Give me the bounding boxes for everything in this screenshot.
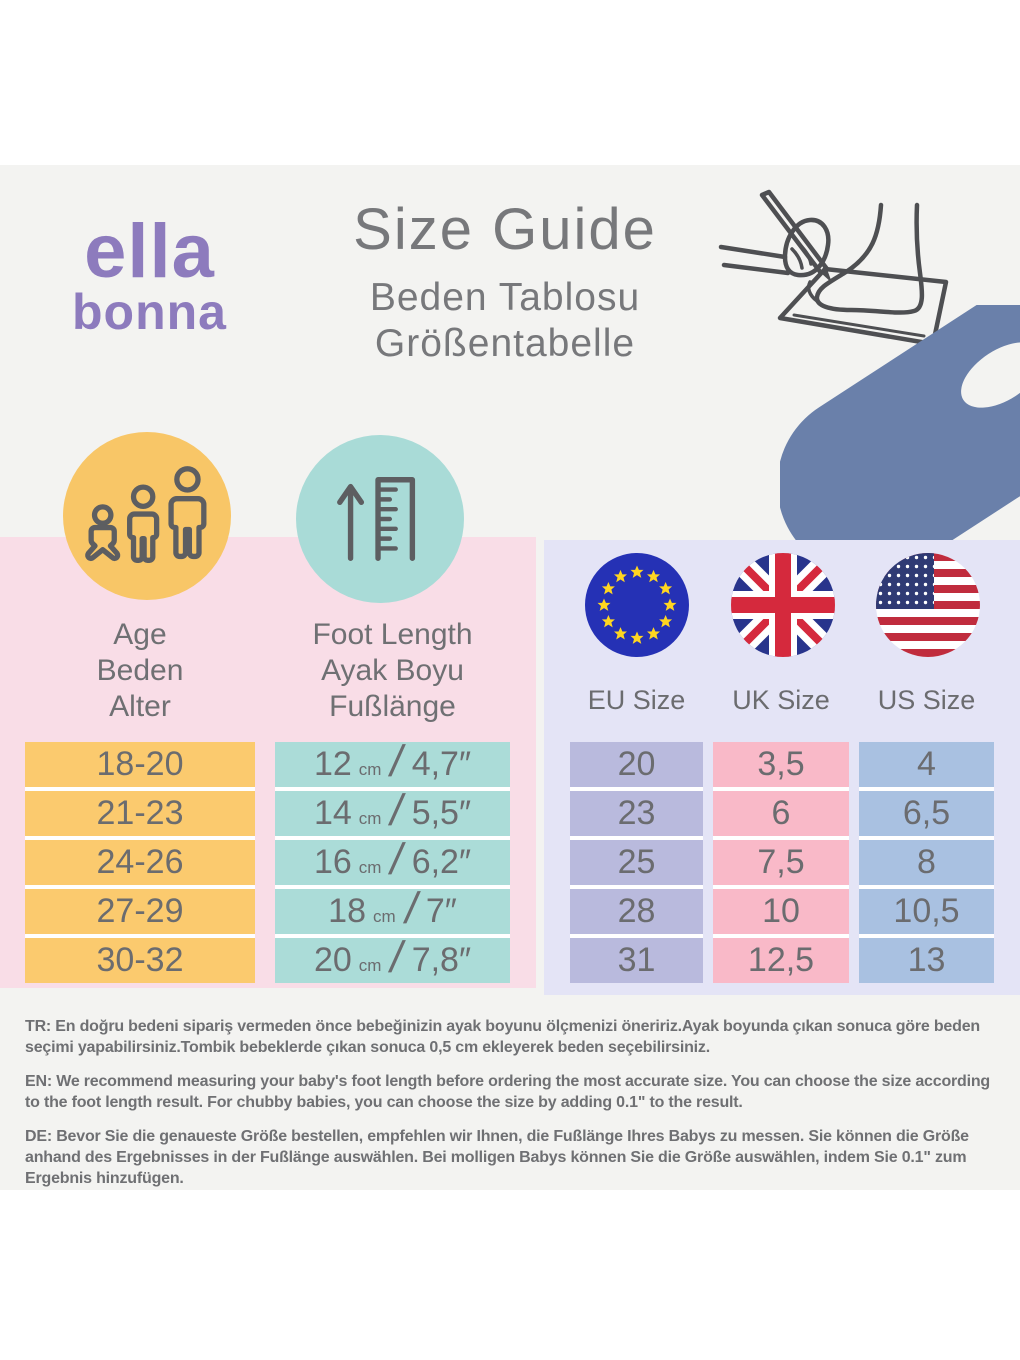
foot-inch-value: 4,7″ (411, 745, 472, 783)
title-de: Größentabelle (374, 322, 636, 366)
note-en: EN: We recommend measuring your baby's foot length before ordering the most accurate size. You can choose the size according to the foot length result. For chubby babies, you can choose the size by adding 0.1" to the result. (25, 1073, 991, 1111)
us-cell: 8 (859, 840, 994, 885)
age-header-de: Alter (109, 690, 171, 723)
measurement-notes (25, 1016, 995, 1190)
ruler-icon (321, 467, 439, 571)
eu-size-column (570, 742, 703, 983)
uk-cell: 10 (713, 889, 849, 934)
foot-header-en: Foot Length (312, 618, 473, 651)
age-cell: 18-20 (25, 742, 255, 787)
eu-size-label: EU Size (587, 685, 686, 715)
uk-cell: 6 (713, 791, 849, 836)
eu-cell: 25 (570, 840, 703, 885)
slash-separator: / (386, 932, 408, 982)
age-cell: 27-29 (25, 889, 255, 934)
foot-cm-value: 16 (313, 843, 352, 881)
content-area (0, 165, 1020, 1190)
note-de: DE: Bevor Sie die genaueste Größe bestellen, empfehlen wir Ihnen, die Fußlänge Ihres Babys zu messen. Sie können die Größe anhand des Ergebnisses in der Fußlänge auswählen. Bei molligen Babys können Sie die Größe auswählen, indem Sie 0.1" zum Ergebnis hinzufügen. (25, 1128, 969, 1187)
uk-size-label: UK Size (732, 685, 830, 715)
us-size-label: US Size (877, 685, 976, 715)
foot-cell (275, 883, 510, 934)
brand-line-bonna: bonna (72, 283, 227, 340)
eu-cell: 20 (570, 742, 703, 787)
cm-unit: cm (358, 955, 382, 975)
age-cell: 24-26 (25, 840, 255, 885)
brand-line-ella: ella (84, 209, 215, 294)
foot-cell (275, 785, 510, 836)
age-column (25, 742, 255, 983)
eu-cell: 28 (570, 889, 703, 934)
age-header-en: Age (113, 618, 167, 651)
cm-unit: cm (372, 906, 396, 926)
foot-cm-value: 14 (313, 794, 352, 832)
title-en: Size Guide (353, 197, 657, 262)
age-cell: 21-23 (25, 791, 255, 836)
us-flag-icon (876, 553, 980, 657)
us-cell: 13 (859, 938, 994, 983)
age-header-tr: Beden (96, 654, 184, 687)
uk-cell: 3,5 (713, 742, 849, 787)
foot-inch-value: 5,5″ (411, 794, 472, 832)
uk-flag-icon (731, 553, 835, 657)
baby-bootie-illustration (780, 305, 1020, 540)
slash-separator: / (386, 736, 408, 786)
age-circle (63, 432, 231, 600)
foot-cell (275, 736, 510, 787)
us-cell: 4 (859, 742, 994, 787)
foot-header-de: Fußlänge (329, 690, 456, 723)
people-icon (83, 464, 211, 568)
us-cell: 10,5 (859, 889, 994, 934)
us-size-column (859, 742, 994, 983)
uk-size-column (713, 742, 849, 983)
slash-separator: / (400, 883, 422, 933)
uk-cell: 12,5 (713, 938, 849, 983)
foot-cm-value: 12 (313, 745, 352, 783)
foot-length-header (270, 617, 515, 725)
foot-cm-value: 20 (313, 941, 352, 979)
foot-cell (275, 932, 510, 983)
foot-inch-value: 7,8″ (411, 941, 472, 979)
note-tr: TR: En doğru bedeni sipariş vermeden önce bebeğinizin ayak boyunu ölçmenizi öneririz.Ayak boyunda çıkan sonuca göre beden seçimi yapabilirsiniz.Tombik bebeklerde çıkan sonuca 0,5 cm ekleyerek beden seçebilirsiniz. (25, 1018, 980, 1056)
slash-separator: / (386, 834, 408, 884)
foot-inch-value: 7″ (425, 892, 457, 930)
us-cell: 6,5 (859, 791, 994, 836)
eu-flag-icon (585, 553, 689, 657)
cm-unit: cm (358, 857, 382, 877)
foot-header-tr: Ayak Boyu (321, 654, 464, 687)
title-tr: Beden Tablosu (369, 276, 641, 319)
eu-cell: 31 (570, 938, 703, 983)
age-header (25, 617, 255, 725)
foot-cm-value: 18 (328, 892, 366, 930)
foot-inch-value: 6,2″ (411, 843, 472, 881)
slash-separator: / (386, 785, 408, 835)
eu-cell: 23 (570, 791, 703, 836)
hand-with-pencil-icon (721, 192, 832, 283)
cm-unit: cm (358, 808, 382, 828)
foot-length-column (275, 736, 510, 983)
age-cell: 30-32 (25, 938, 255, 983)
cm-unit: cm (358, 759, 382, 779)
foot-cell (275, 834, 510, 885)
uk-cell: 7,5 (713, 840, 849, 885)
foot-length-circle (296, 435, 464, 603)
